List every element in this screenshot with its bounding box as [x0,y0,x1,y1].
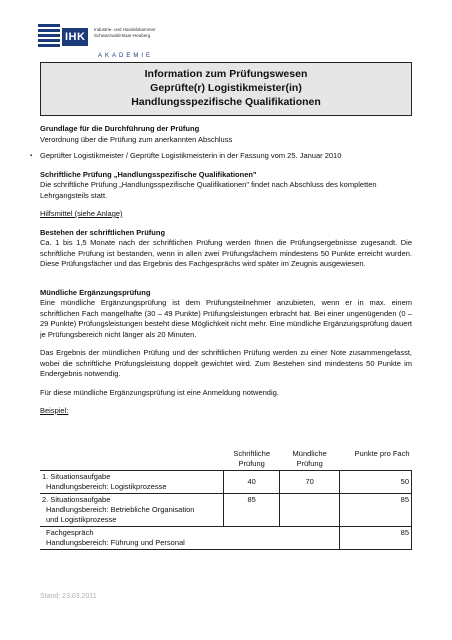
row-label: Fachgespräch [46,528,94,537]
row-label: 1. Situationsaufgabe [42,472,111,481]
section-heading: Bestehen der schriftlichen Prüfung [40,227,166,237]
paragraph: Das Ergebnis der mündlichen Prüfung und der schriftlichen Prüfung werden zu einer Note zusammengefasst, wobei die schriftliche Prüfungsleistung doppelt gewichtet wird. Zum Bestehen sind mindestens 50 Punkte im Endergebnis notwendig. [40,348,412,378]
cell-muendlich [280,527,340,550]
cell-punkte: 50 [340,471,412,494]
cell-schriftlich [224,527,280,550]
beispiel-label: Beispiel: [40,406,69,415]
cell-punkte: 85 [340,494,412,527]
table-row [40,527,412,550]
table-row [40,471,412,494]
footer-date: Stand: 23.03.2011 [40,593,97,600]
title-line-1: Information zum Prüfungswesen [144,68,308,80]
logo-bars [38,24,60,52]
paragraph: Ca. 1 bis 1,5 Monate nach der schriftlichen Prüfung werden Ihnen die Prüfungsergebnisse zugesandt. Die schriftliche Prüfung ist bestanden, wenn in allen zwei Prüfungsfächern mindestens 50 Punkte erreicht wurden. Diese Prüfungsfächer und das Ergebnis des Fachgesprächs wird später im Zeugnis ausgewiesen. [40,238,412,268]
title-box [40,62,412,116]
paragraph: Für diese mündliche Ergänzungsprüfung ist eine Anmeldung notwendig. [40,387,279,397]
row-label: 2. Situationsaufgabe [42,495,111,504]
row-sublabel: Handlungsbereich: Logistikprozesse [46,482,167,491]
title-line-3: Handlungsspezifische Qualifikationen [131,96,321,108]
cell-muendlich [280,494,340,527]
paragraph: Verordnung über die Prüfung zum anerkannten Abschluss [40,134,233,144]
cell-schriftlich: 40 [224,471,280,494]
table-header-row [40,448,412,471]
cell-muendlich: 70 [280,471,340,494]
document-body [40,124,412,417]
header-muendlich: Mündliche Prüfung [292,449,327,468]
row-sublabel: Handlungsbereich: Führung und Personal [46,538,185,547]
section-heading: Schriftliche Prüfung „Handlungsspezifische Qualifikationen" [40,169,257,179]
table-row [40,494,412,527]
cell-schriftlich: 85 [224,494,280,527]
paragraph: Die schriftliche Prüfung „Handlungsspezifische Qualifikationen" findet nach Abschluss des kompletten Lehrgangsteils statt. [40,180,377,200]
title-line-2: Geprüfte(r) Logistikmeister(in) [150,82,302,94]
section-heading: Grundlage für die Durchführung der Prüfung [40,124,200,133]
logo-akademie: AKADEMIE [98,53,154,59]
section-heading: Mündliche Ergänzungsprüfung [40,287,151,297]
logo-initials: IHK [62,28,88,46]
header-schriftlich: Schriftliche Prüfung [233,449,271,468]
bullet-item: ▪ Geprüfter Logistikmeister / Geprüfte Logistikmeisterin in der Fassung vom 25. Januar 2010 [40,151,412,162]
points-table [40,448,412,550]
ihk-akademie-logo [38,24,178,64]
header-punkte: Punkte pro Fach [354,449,410,458]
row-sublabel: Handlungsbereich: Betriebliche Organisation [46,505,195,514]
hilfsmittel-link[interactable]: Hilfsmittel (siehe Anlage) [40,209,123,218]
logo-subtitle: Industrie- und Handelskammer Schwarzwald-Baar-Heuberg [94,27,156,38]
paragraph: Eine mündliche Ergänzungsprüfung ist dem Prüfungsteilnehmer anzubieten, wenn er in max. einem schriftlichen Fach mangelhafte (30 – 49 Punkte) Prüfungsleistungen erbracht hat. Bei einer ungenügenden (0 – 29 Punkte) Prüfungsleistungen besteht diese Möglichkeit nicht mehr. Eine mündliche Ergänzungsprüfung dauert je Prüfungsbereich nicht länger als 20 Minuten. [40,298,412,339]
cell-punkte: 85 [340,527,412,550]
row-sublabel: und Logistikprozesse [46,515,117,524]
